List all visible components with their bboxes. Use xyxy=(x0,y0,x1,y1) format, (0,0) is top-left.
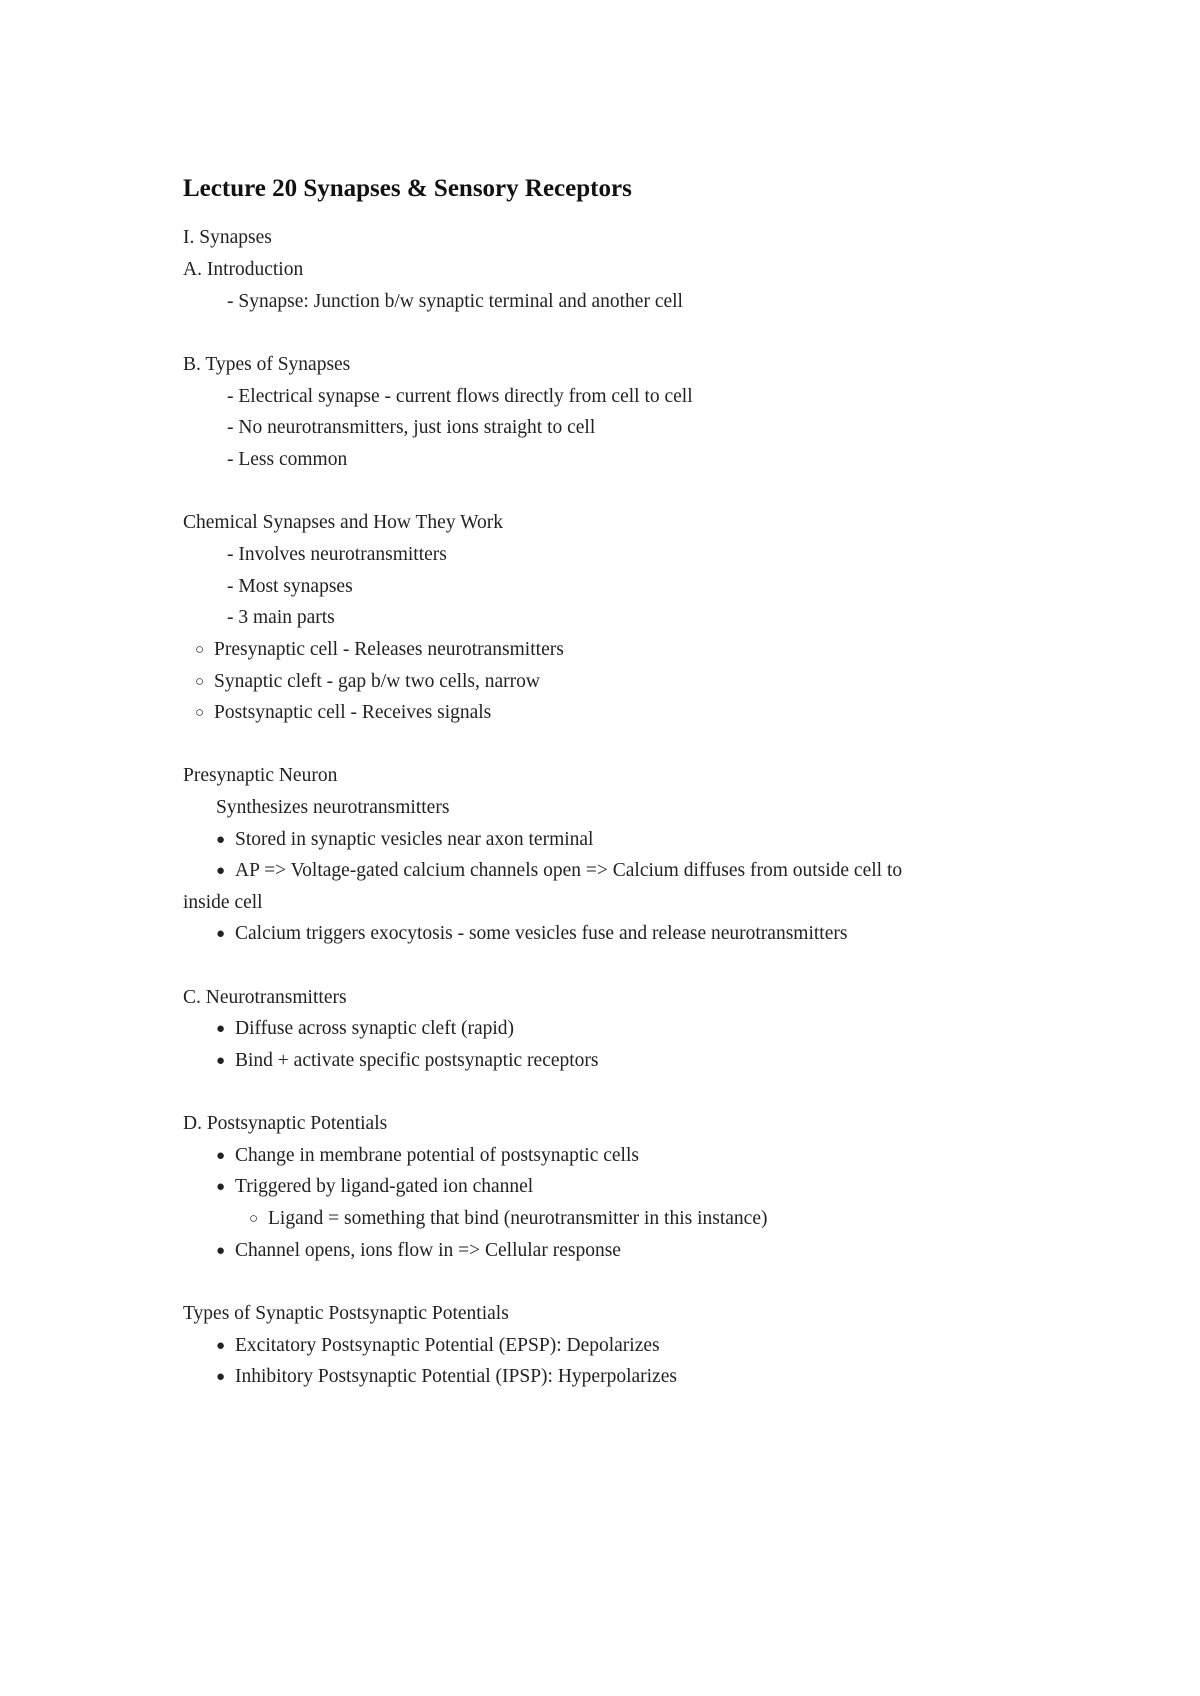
list-item xyxy=(216,922,847,947)
list-item xyxy=(216,1017,514,1042)
list-item-text: Calcium triggers exocytosis - some vesicles fuse and release neurotransmitters xyxy=(235,923,848,944)
outline-heading: I. Synapses xyxy=(183,227,272,248)
list-item-text: Inhibitory Postsynaptic Potential (IPSP): Hyperpolarizes xyxy=(235,1366,677,1387)
list-item xyxy=(216,828,593,853)
list-item-text: Channel opens, ions flow in => Cellular response xyxy=(235,1240,621,1261)
list-item-text: AP => Voltage-gated calcium channels open => Calcium diffuses from outside cell to xyxy=(235,860,903,881)
list-item xyxy=(195,670,540,695)
circle-bullet-icon: ○ xyxy=(195,705,205,721)
wrapped-line: inside cell xyxy=(183,892,263,913)
outline-heading: A. Introduction xyxy=(183,259,304,280)
list-item-text: Presynaptic cell - Releases neurotransmitters xyxy=(214,639,564,660)
dash-item: - No neurotransmitters, just ions straight to cell xyxy=(227,417,596,438)
dash-item: - Involves neurotransmitters xyxy=(227,544,447,565)
outline-heading: D. Postsynaptic Potentials xyxy=(183,1113,388,1134)
list-item-text: Change in membrane potential of postsynaptic cells xyxy=(235,1145,639,1166)
bullet-icon: ● xyxy=(216,832,226,848)
dash-item: - Less common xyxy=(227,449,348,470)
bullet-icon: ● xyxy=(216,1179,226,1195)
list-item xyxy=(216,859,902,884)
list-item-text: Stored in synaptic vesicles near axon terminal xyxy=(235,829,594,850)
list-item xyxy=(216,1049,599,1074)
section-heading: Chemical Synapses and How They Work xyxy=(183,512,503,533)
list-item-text: Postsynaptic cell - Receives signals xyxy=(214,702,492,723)
dash-item: - 3 main parts xyxy=(227,607,335,628)
bullet-icon: ● xyxy=(216,1243,226,1259)
circle-bullet-icon: ○ xyxy=(195,674,205,690)
section-heading: Types of Synaptic Postsynaptic Potentials xyxy=(183,1303,509,1324)
section-heading: Presynaptic Neuron xyxy=(183,765,338,786)
list-item-text: Triggered by ligand-gated ion channel xyxy=(235,1176,534,1197)
bullet-icon: ● xyxy=(216,1369,226,1385)
bullet-icon: ● xyxy=(216,926,226,942)
plain-line: Synthesizes neurotransmitters xyxy=(216,797,450,818)
list-item xyxy=(195,701,491,726)
circle-bullet-icon: ○ xyxy=(195,642,205,658)
list-item-text: Excitatory Postsynaptic Potential (EPSP): Depolarizes xyxy=(235,1335,660,1356)
list-item xyxy=(249,1207,767,1232)
bullet-icon: ● xyxy=(216,1338,226,1354)
list-item xyxy=(216,1144,639,1169)
list-item xyxy=(216,1175,533,1200)
bullet-icon: ● xyxy=(216,1148,226,1164)
bullet-icon: ● xyxy=(216,1021,226,1037)
list-item xyxy=(195,638,564,663)
dash-item: - Electrical synapse - current flows directly from cell to cell xyxy=(227,386,693,407)
list-item-text: Bind + activate specific postsynaptic receptors xyxy=(235,1050,599,1071)
list-item-text: Diffuse across synaptic cleft (rapid) xyxy=(235,1018,515,1039)
bullet-icon: ● xyxy=(216,863,226,879)
list-item xyxy=(216,1239,621,1264)
page-title: Lecture 20 Synapses & Sensory Receptors xyxy=(183,175,632,202)
list-item-text: Ligand = something that bind (neurotransmitter in this instance) xyxy=(268,1208,768,1229)
list-item xyxy=(216,1334,660,1359)
list-item xyxy=(216,1365,677,1390)
bullet-icon: ● xyxy=(216,1053,226,1069)
outline-heading: B. Types of Synapses xyxy=(183,354,351,375)
circle-bullet-icon: ○ xyxy=(249,1211,259,1227)
outline-heading: C. Neurotransmitters xyxy=(183,987,347,1008)
dash-item: - Synapse: Junction b/w synaptic terminal and another cell xyxy=(227,291,683,312)
dash-item: - Most synapses xyxy=(227,576,353,597)
list-item-text: Synaptic cleft - gap b/w two cells, narrow xyxy=(214,671,540,692)
